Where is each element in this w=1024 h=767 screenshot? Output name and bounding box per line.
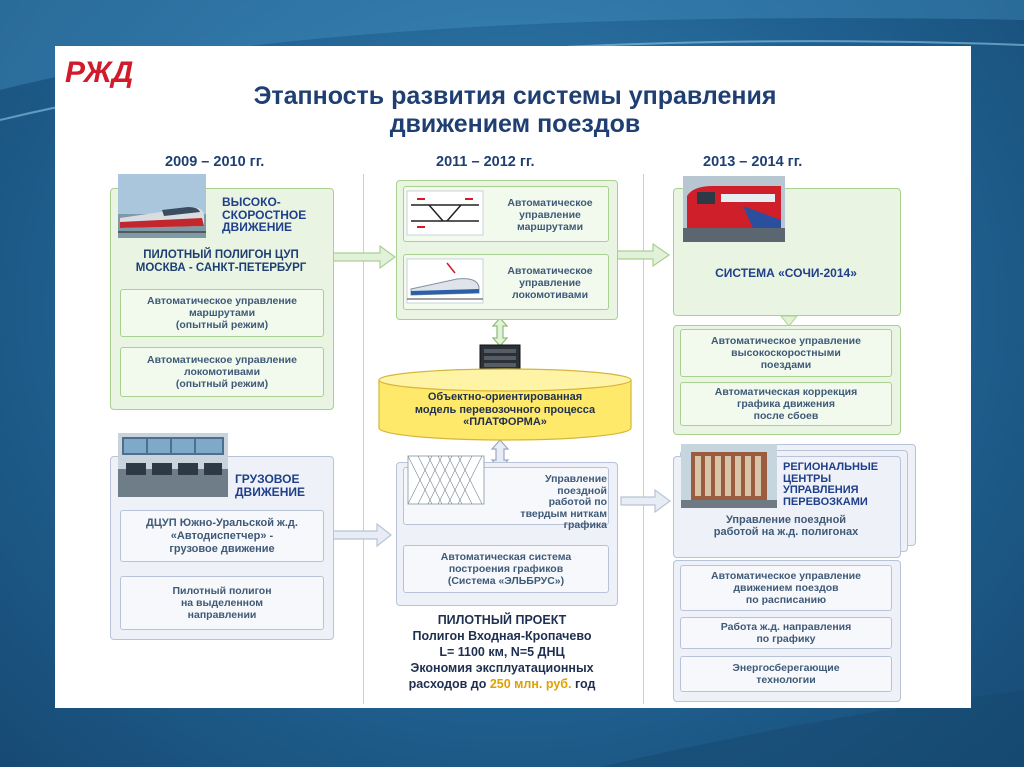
sochi-item-correction: Автоматическая коррекция графика движения после сбоев [680, 382, 892, 426]
freight-heading: ГРУЗОВОЕ ДВИЖЕНИЕ [235, 472, 305, 499]
pilot-project [367, 612, 637, 692]
slide [55, 46, 971, 708]
period-2: 2011 – 2012 гг. [436, 154, 535, 170]
pilot-line4-c: год [571, 677, 596, 691]
arrow-1-to-2-bottom [331, 524, 391, 546]
hs-item-locomotives: Автоматическое управление локомотивами (опытный режим) [120, 347, 324, 397]
period-3: 2013 – 2014 гг. [703, 154, 803, 170]
arrow-vertical-top [493, 318, 507, 346]
regional-building-image [681, 444, 777, 508]
sochi-train-image [683, 176, 785, 242]
arrow-2-to-3-top [617, 244, 669, 266]
hs-train-image [118, 174, 206, 238]
freight-item-pilot: Пилотный полигон на выделенном направлении [120, 576, 324, 630]
pilot-savings-value: 250 млн. руб. [489, 677, 572, 691]
pilot-line1: Полигон Входная-Кропачево [412, 629, 592, 643]
col2-locomotives-label: Автоматическое управление локомотивами [507, 265, 593, 301]
regional-item-graph: Работа ж.д. направления по графику [680, 617, 892, 649]
page-title-line2: движением поездов [389, 110, 641, 138]
pilot-title: ПИЛОТНЫЙ ПРОЕКТ [437, 613, 567, 627]
regional-heading: РЕГИОНАЛЬНЫЕ ЦЕНТРЫ УПРАВЛЕНИЯ ПЕРЕВОЗКАМИ [783, 461, 879, 508]
freight-control-room-image [118, 433, 228, 497]
route-scheme-icon [407, 191, 483, 235]
period-1: 2009 – 2010 гг. [165, 154, 265, 170]
hs-item-routes: Автоматическое управление маршрутами (опытный режим) [120, 289, 324, 337]
svg-text:РЖД: РЖД [65, 56, 134, 89]
arrow-2-to-3-bottom [621, 490, 670, 512]
col2-schedule-label: Управление поездной работой по твердым ниткам графика [520, 473, 607, 531]
sochi-item-hs-control: Автоматическое управление высокоскоростными поездами [680, 329, 892, 377]
pilot-line2: L= 1100 км, N=5 ДНЦ [439, 645, 565, 659]
hs-heading: ВЫСОКО- СКОРОСТНОЕ ДВИЖЕНИЕ [222, 195, 307, 234]
page-title-line1: Этапность развития системы управления [253, 82, 777, 110]
regional-item-energy: Энергосберегающие технологии [680, 656, 892, 692]
sochi-label: СИСТЕМА «СОЧИ-2014» [715, 266, 857, 280]
schedule-graph-image [408, 456, 484, 504]
platform-label: Объектно-ориентированная модель перевозочного процесса «ПЛАТФОРМА» [414, 391, 596, 428]
col2-elbrus-item: Автоматическая система построения графиков (Система «ЭЛЬБРУС») [403, 545, 609, 593]
hs-polygon-label: ПИЛОТНЫЙ ПОЛИГОН ЦУП МОСКВА - САНКТ-ПЕТЕРБУРГ [135, 249, 307, 274]
col2-routes-label: Автоматическое управление маршрутами [507, 197, 593, 233]
pilot-line4-a: расходов до [408, 677, 490, 691]
regional-item-schedule: Автоматическое управление движением поездов по расписанию [680, 565, 892, 611]
pilot-line4 [367, 676, 637, 692]
regional-caption: Управление поездной работой на ж.д. полигонах [713, 514, 859, 538]
arrow-1-to-2-top [333, 246, 395, 268]
locomotive-icon [407, 259, 483, 303]
freight-item-dcup: ДЦУП Южно-Уральской ж.д. «Автодиспетчер» - грузовое движение [120, 510, 324, 562]
pilot-line3: Экономия эксплуатационных [410, 661, 594, 675]
